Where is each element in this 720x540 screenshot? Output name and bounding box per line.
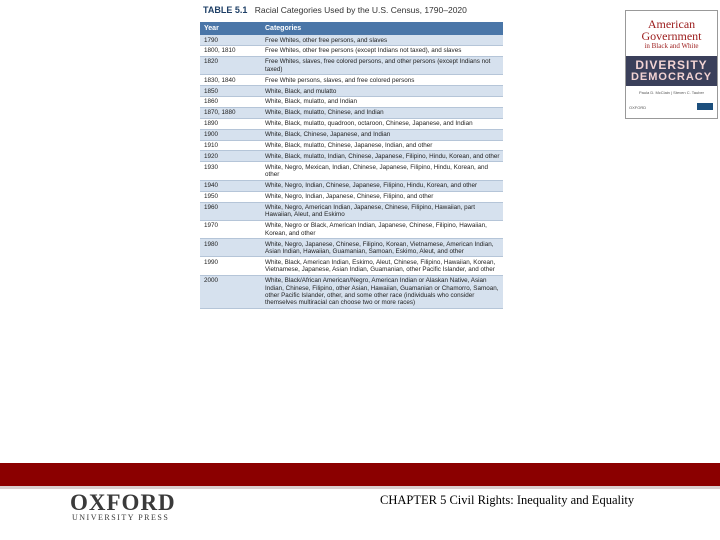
book-title-line2: Government xyxy=(641,29,702,43)
table-row xyxy=(200,180,503,191)
categories-cell: White, Black, mulatto, Chinese, Japanese, Indian, and other xyxy=(265,142,433,150)
categories-cell: White, Negro, Indian, Chinese, Japanese, Filipino, Hindu, Korean, and other xyxy=(265,182,478,190)
categories-cell: Free Whites, other free persons (except Indians not taxed), and slaves xyxy=(265,47,462,55)
book-press: OXFORD xyxy=(629,105,647,110)
book-title-line1: American xyxy=(647,17,696,31)
book-band-line1: DIVERSITY xyxy=(635,58,708,72)
census-categories-table xyxy=(200,22,503,309)
year-cell: 1990 xyxy=(204,258,219,266)
year-cell: 1800, 1810 xyxy=(204,47,236,55)
year-cell: 1860 xyxy=(204,98,219,106)
categories-cell: White, Negro, Indian, Japanese, Chinese, Filipino, and other xyxy=(265,193,434,201)
categories-cell: White, Black, American Indian, Eskimo, Aleut, Chinese, Filipino, Hawaiian, Korean, Vietnamese, Japanese, Asian Indian, Guamanian, other Pacific Islander, and other xyxy=(265,258,496,274)
table-row xyxy=(200,220,503,238)
year-cell: 1820 xyxy=(204,58,219,66)
table-row xyxy=(200,140,503,151)
chapter-title: CHAPTER 5 Civil Rights: Inequality and Equality xyxy=(380,493,635,507)
year-cell: 1970 xyxy=(204,222,219,230)
year-cell: 1950 xyxy=(204,193,219,201)
book-authors: Paula D. McClain | Steven C. Tauber xyxy=(639,90,704,95)
book-subtitle: in Black and White xyxy=(644,42,699,50)
table-row xyxy=(200,118,503,129)
categories-cell: Free Whites, other free persons, and slaves xyxy=(265,36,388,44)
table-row xyxy=(200,96,503,107)
categories-cell: White, Negro or Black, American Indian, Japanese, Chinese, Filipino, Hawaiian, Korean, and other xyxy=(265,222,487,237)
year-cell: 1830, 1840 xyxy=(204,76,236,84)
table-row xyxy=(200,191,503,202)
categories-cell: White, Black, mulatto, and Indian xyxy=(265,98,358,106)
table-header-row xyxy=(200,22,503,35)
year-cell: 1850 xyxy=(204,87,219,95)
year-cell: 1900 xyxy=(204,131,219,139)
book-cover xyxy=(625,10,718,119)
table-row xyxy=(200,151,503,162)
year-cell: 1870, 1880 xyxy=(204,109,236,117)
column-header-year: Year xyxy=(204,24,219,32)
table-row xyxy=(200,257,503,275)
table-caption: Racial Categories Used by the U.S. Census, 1790–2020 xyxy=(254,5,467,15)
categories-cell: White, Negro, American Indian, Japanese, Chinese, Filipino, Hawaiian, part Hawaiian, Aleut, and Eskimo xyxy=(265,204,476,219)
table-title xyxy=(203,5,467,15)
categories-cell: White, Black, mulatto, Indian, Chinese, Japanese, Filipino, Hindu, Korean, and other xyxy=(265,152,500,160)
year-cell: 2000 xyxy=(204,277,219,285)
publisher-subtitle: UNIVERSITY PRESS xyxy=(72,513,170,522)
book-band-line2: DEMOCRACY xyxy=(630,71,713,83)
table-row xyxy=(200,239,503,257)
table-row xyxy=(200,275,503,308)
footer-bar xyxy=(0,463,720,486)
year-cell: 1920 xyxy=(204,152,219,160)
year-cell: 1980 xyxy=(204,240,219,248)
categories-cell: White, Black/African American/Negro, American Indian or Alaskan Native, Asian Indian, Chinese, Filipino, other Asian, Hawaiian, Guamanian or Chamorro, Samoan, other Pacific Islander, other, and some other race (individuals who consider themselves multiracial can choose two or more races) xyxy=(265,277,499,307)
table-row xyxy=(200,75,503,86)
column-header-categories: Categories xyxy=(265,24,302,32)
footer-stripe xyxy=(0,486,720,489)
categories-cell: White, Black, and mulatto xyxy=(265,87,337,95)
table-body xyxy=(200,35,503,308)
book-publisher-logo-icon xyxy=(697,103,713,110)
year-cell: 1910 xyxy=(204,142,219,150)
table-row xyxy=(200,162,503,180)
publisher-logo: OXFORD xyxy=(70,490,176,515)
categories-cell: White, Negro, Mexican, Indian, Chinese, Japanese, Filipino, Hindu, Korean, and other xyxy=(265,163,488,179)
table-row xyxy=(200,45,503,56)
year-cell: 1790 xyxy=(204,36,219,44)
table-row xyxy=(200,35,503,45)
categories-cell: Free White persons, slaves, and free colored persons xyxy=(265,76,415,84)
year-cell: 1940 xyxy=(204,182,219,190)
categories-cell: White, Black, mulatto, quadroon, octaroon, Chinese, Japanese, and Indian xyxy=(265,120,473,128)
table-row xyxy=(200,86,503,97)
categories-cell: White, Negro, Japanese, Chinese, Filipino, Korean, Vietnamese, American Indian, Asian Indian, Hawaiian, Guamanian, Samoan, Eskimo, Aleut, and other xyxy=(265,240,494,256)
year-cell: 1930 xyxy=(204,163,219,171)
year-cell: 1890 xyxy=(204,120,219,128)
table-number: TABLE 5.1 xyxy=(203,5,248,15)
categories-cell: White, Black, mulatto, Chinese, and Indian xyxy=(265,109,384,117)
year-cell: 1960 xyxy=(204,204,219,211)
table-row xyxy=(200,107,503,118)
table-row xyxy=(200,129,503,140)
categories-cell: White, Black, Chinese, Japanese, and Indian xyxy=(265,131,391,139)
table-row xyxy=(200,202,503,220)
categories-cell: Free Whites, slaves, free colored persons, and other persons (except Indians not taxed) xyxy=(265,58,491,73)
table-row xyxy=(200,56,503,74)
